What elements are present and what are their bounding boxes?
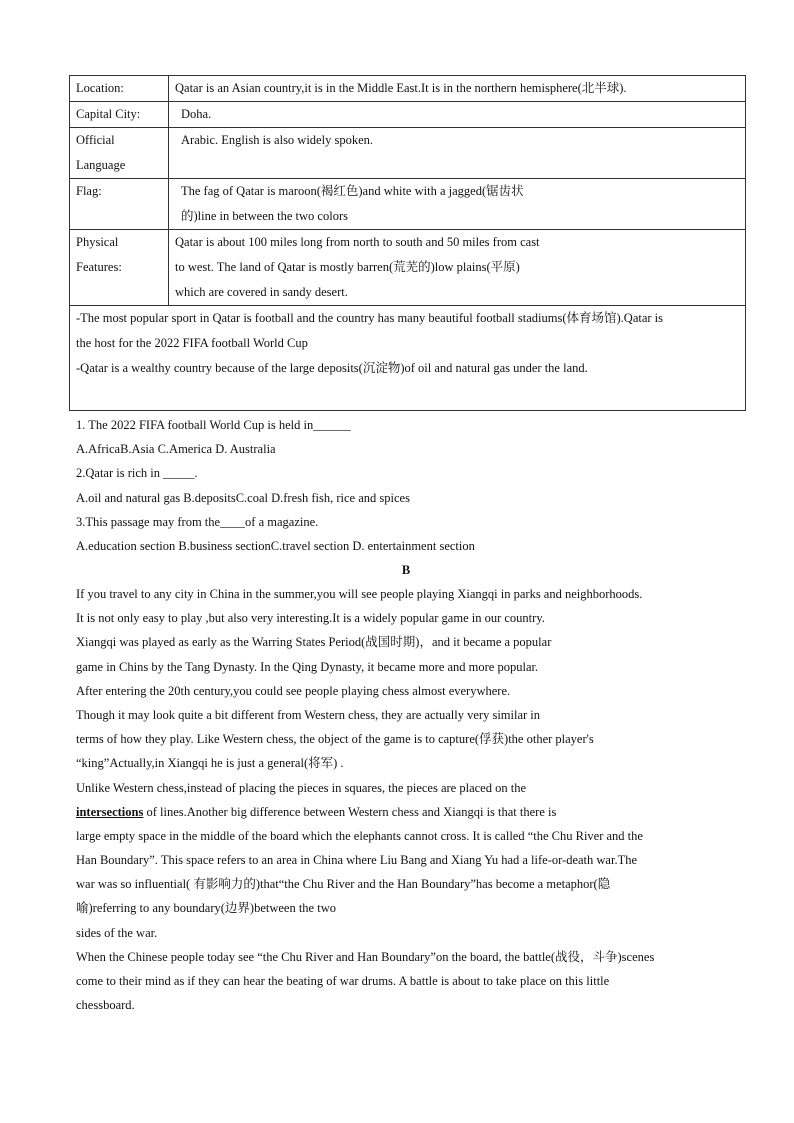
table-row [70, 102, 746, 128]
row-value [169, 230, 746, 306]
passage-line: Unlike Western chess,instead of placing the pieces in squares, the pieces are placed on the [76, 780, 526, 795]
cell-line: Arabic. English is also widely spoken. [181, 133, 373, 147]
passage-line: terms of how they play. Like Western chess, the object of the game is to capture(俘获)the other player's [76, 732, 594, 747]
table-row [70, 76, 746, 102]
passage-line: 喻)referring to any boundary(边界)between the two [76, 901, 336, 916]
notes-cell [70, 306, 746, 411]
qatar-info-table [69, 75, 746, 411]
section-b [76, 558, 736, 1017]
passage-line: When the Chinese people today see “the Chu River and Han Boundary”on the board, the battle(战役，斗争)scenes [76, 949, 655, 964]
row-value [169, 128, 746, 179]
row-value [169, 102, 746, 128]
question-line: A.education section B.business sectionC.travel section D. entertainment section [76, 538, 475, 553]
passage-text: of lines.Another big difference between Western chess and Xiangqi is that there is [143, 804, 557, 819]
passage-line: It is not only easy to play ,but also very interesting.It is a widely popular game in our country. [76, 611, 545, 626]
passage-line: chessboard. [76, 998, 135, 1013]
row-value [169, 76, 746, 102]
question-line: 2.Qatar is rich in _____. [76, 466, 198, 481]
cell-line: Doha. [181, 107, 212, 121]
cell-line: The fag of Qatar is maroon(褐红色)and white with a jagged(锯齿状 [181, 184, 524, 198]
row-value [169, 179, 746, 230]
cell-line: which are covered in sandy desert. [175, 285, 348, 299]
question-line: A.AfricaB.Asia C.America D. Australia [76, 442, 276, 457]
section-heading: B [401, 563, 411, 577]
passage-line: Xiangqi was played as early as the Warring States Period(战国时期)，and it became a popular [76, 635, 552, 650]
passage-line: large empty space in the middle of the board which the elephants cannot cross. It is called “the Chu River and the [76, 828, 643, 843]
questions-block [76, 413, 736, 558]
passage-line: After entering the 20th century,you could see people playing chess almost everywhere. [76, 683, 511, 698]
note-line: -The most popular sport in Qatar is football and the country has many beautiful football stadiums(体育场馆).Qatar is [76, 311, 664, 325]
passage-line: Han Boundary”. This space refers to an area in China where Liu Bang and Xiang Yu had a life-or-death war.The [76, 853, 638, 868]
cell-line: Qatar is about 100 miles long from north to south and 50 miles from cast [175, 235, 540, 249]
row-label: Flag: [70, 179, 169, 230]
passage-line: game in Chins by the Tang Dynasty. In the Qing Dynasty, it became more and more popular. [76, 659, 539, 674]
row-label: Capital City: [70, 102, 169, 128]
note-line: -Qatar is a wealthy country because of the large deposits(沉淀物)of oil and natural gas under the land. [76, 361, 588, 375]
cell-line: to west. The land of Qatar is mostly barren(荒芜的)low plains(平原) [175, 260, 520, 274]
passage-line: war was so influential( 有影响力的)that“the Chu River and the Han Boundary”has become a metaphor(隐 [76, 877, 611, 892]
cell-line: 的)line in between the two colors [181, 209, 348, 223]
table-row-notes [70, 306, 746, 411]
passage-line: sides of the war. [76, 925, 158, 940]
passage-line: come to their mind as if they can hear the beating of war drums. A battle is about to take place on this little [76, 974, 610, 988]
row-label: Location: [70, 76, 169, 102]
highlighted-word: intersections [76, 804, 144, 819]
passage-line: Though it may look quite a bit different from Western chess, they are actually very similar in [76, 707, 541, 722]
row-label: Physical Features: [70, 230, 169, 306]
question-line: A.oil and natural gas B.depositsC.coal D.fresh fish, rice and spices [76, 490, 410, 505]
question-line: 1. The 2022 FIFA football World Cup is held in______ [76, 418, 351, 432]
table-row [70, 128, 746, 179]
table-row [70, 179, 746, 230]
passage-line: “king”Actually,in Xiangqi he is just a general(将军) . [76, 756, 344, 771]
passage-line [76, 800, 736, 824]
cell-line: Qatar is an Asian country,it is in the Middle East.It is in the northern hemisphere(北半球). [175, 81, 627, 95]
note-line: the host for the 2022 FIFA football World Cup [76, 336, 308, 350]
row-label: Official Language [70, 128, 169, 179]
question-line: 3.This passage may from the____of a magazine. [76, 514, 319, 529]
table-row [70, 230, 746, 306]
passage-line: If you travel to any city in China in the summer,you will see people playing Xiangqi in parks and neighborhoods. [76, 587, 643, 601]
